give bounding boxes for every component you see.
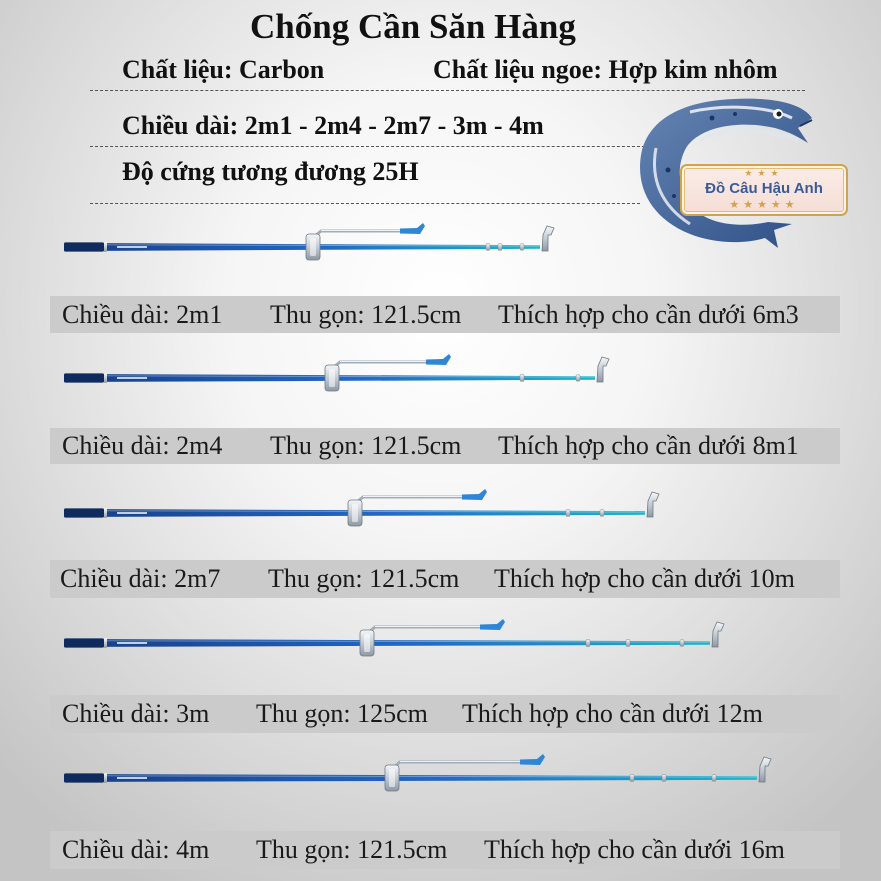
rod-butt-cap <box>64 508 104 517</box>
rod-joint-ring <box>586 639 590 646</box>
holder-arm <box>394 762 522 767</box>
rod-label-mark <box>117 246 147 248</box>
rod-label-mark <box>117 777 147 779</box>
hardness-spec: Độ cứng tương đương 25H <box>122 157 419 186</box>
rod-tip-fork <box>542 226 554 251</box>
holder-clamp-highlight <box>310 238 316 256</box>
rod-joint-ring <box>662 775 666 782</box>
rod-butt-cap <box>64 242 104 251</box>
length-label: Chiều dài: 4m <box>62 835 210 864</box>
lengths-spec: Chiều dài: 2m1 - 2m4 - 2m7 - 3m - 4m <box>122 111 544 140</box>
suitable-rod-label: Thích hợp cho cần dưới 16m <box>484 835 785 864</box>
holder-arm-tip <box>462 489 487 500</box>
fish-spot <box>666 168 671 173</box>
rod-tip-fork <box>647 492 659 517</box>
rod-image-5 <box>64 754 771 791</box>
rod-image-3 <box>64 489 659 526</box>
rod-tip-fork <box>759 757 771 782</box>
collapsed-length-label: Thu gọn: 125cm <box>256 699 428 728</box>
suitable-rod-label: Thích hợp cho cần dưới 12m <box>462 699 763 728</box>
rod-joint-ring <box>520 244 524 250</box>
holder-clamp-highlight <box>389 769 395 787</box>
fish-belly <box>700 131 798 140</box>
rod-tip-fork <box>712 622 724 647</box>
holder-arm-tip <box>520 754 545 765</box>
holder-arm <box>369 627 482 632</box>
collapsed-length-label: Thu gọn: 121.5cm <box>270 300 462 329</box>
rod-image-2 <box>64 354 609 391</box>
rod-joint-ring <box>680 640 684 646</box>
rod-joint-ring <box>712 775 716 781</box>
holder-arm <box>334 362 428 367</box>
holder-clamp-highlight <box>329 369 335 387</box>
rod-joint-ring <box>104 773 107 783</box>
fish-spot <box>733 112 737 116</box>
rod-joint-ring <box>486 244 490 251</box>
rod-tip-fork <box>597 357 609 382</box>
holder-clamp-highlight <box>364 634 370 652</box>
rod-joint-ring <box>576 375 580 381</box>
rod-butt-cap <box>64 373 104 382</box>
holder-arm-tip <box>400 223 425 234</box>
brand-name: Đồ Câu Hậu Anh <box>705 180 823 197</box>
rod-joint-ring <box>630 775 634 782</box>
fish-spot <box>672 194 676 198</box>
fish-spot <box>710 116 715 121</box>
rod-joint-ring <box>104 508 107 518</box>
length-label: Chiều dài: 2m1 <box>62 300 223 329</box>
collapsed-length-label: Thu gọn: 121.5cm <box>270 431 462 460</box>
suitable-rod-label: Thích hợp cho cần dưới 10m <box>494 564 795 593</box>
rod-shaft <box>65 774 757 782</box>
rod-joint-ring <box>104 373 107 383</box>
stars-bottom-icon: ★★★★★ <box>729 199 799 211</box>
length-label: Chiều dài: 2m7 <box>60 564 221 593</box>
holder-arm <box>357 497 464 502</box>
material-spec: Chất liệu: Carbon <box>122 55 325 84</box>
rod-butt-cap <box>64 638 104 647</box>
stars-top-icon: ★★★ <box>744 168 784 178</box>
rod-image-1 <box>64 223 554 260</box>
rod-label-mark <box>117 377 147 379</box>
holder-arm-tip <box>426 354 451 365</box>
suitable-rod-label: Thích hợp cho cần dưới 8m1 <box>498 431 799 460</box>
rod-joint-ring <box>520 375 524 382</box>
rod-label-mark <box>117 642 147 644</box>
length-label: Chiều dài: 3m <box>62 699 210 728</box>
fish-pupil <box>777 112 782 117</box>
rod-joint-ring <box>104 638 107 648</box>
holder-clamp-highlight <box>352 504 358 522</box>
holder-arm-tip <box>480 619 505 630</box>
rod-joint-ring <box>104 242 107 252</box>
length-label: Chiều dài: 2m4 <box>62 431 223 460</box>
fork-material-spec: Chất liệu ngoe: Hợp kim nhôm <box>433 55 778 84</box>
brand-badge <box>680 164 848 216</box>
rod-image-4 <box>64 619 724 656</box>
rod-joint-ring <box>566 510 570 517</box>
page-title: Chống Cần Săn Hàng <box>250 7 576 46</box>
collapsed-length-label: Thu gọn: 121.5cm <box>268 564 460 593</box>
rod-butt-cap <box>64 773 104 782</box>
rod-shaft <box>65 639 710 647</box>
collapsed-length-label: Thu gọn: 121.5cm <box>256 835 448 864</box>
rod-joint-ring <box>600 510 604 517</box>
suitable-rod-label: Thích hợp cho cần dưới 6m3 <box>498 300 799 329</box>
rod-label-mark <box>117 512 147 514</box>
rod-joint-ring <box>626 640 630 647</box>
rod-joint-ring <box>498 244 502 251</box>
holder-arm <box>315 231 402 236</box>
